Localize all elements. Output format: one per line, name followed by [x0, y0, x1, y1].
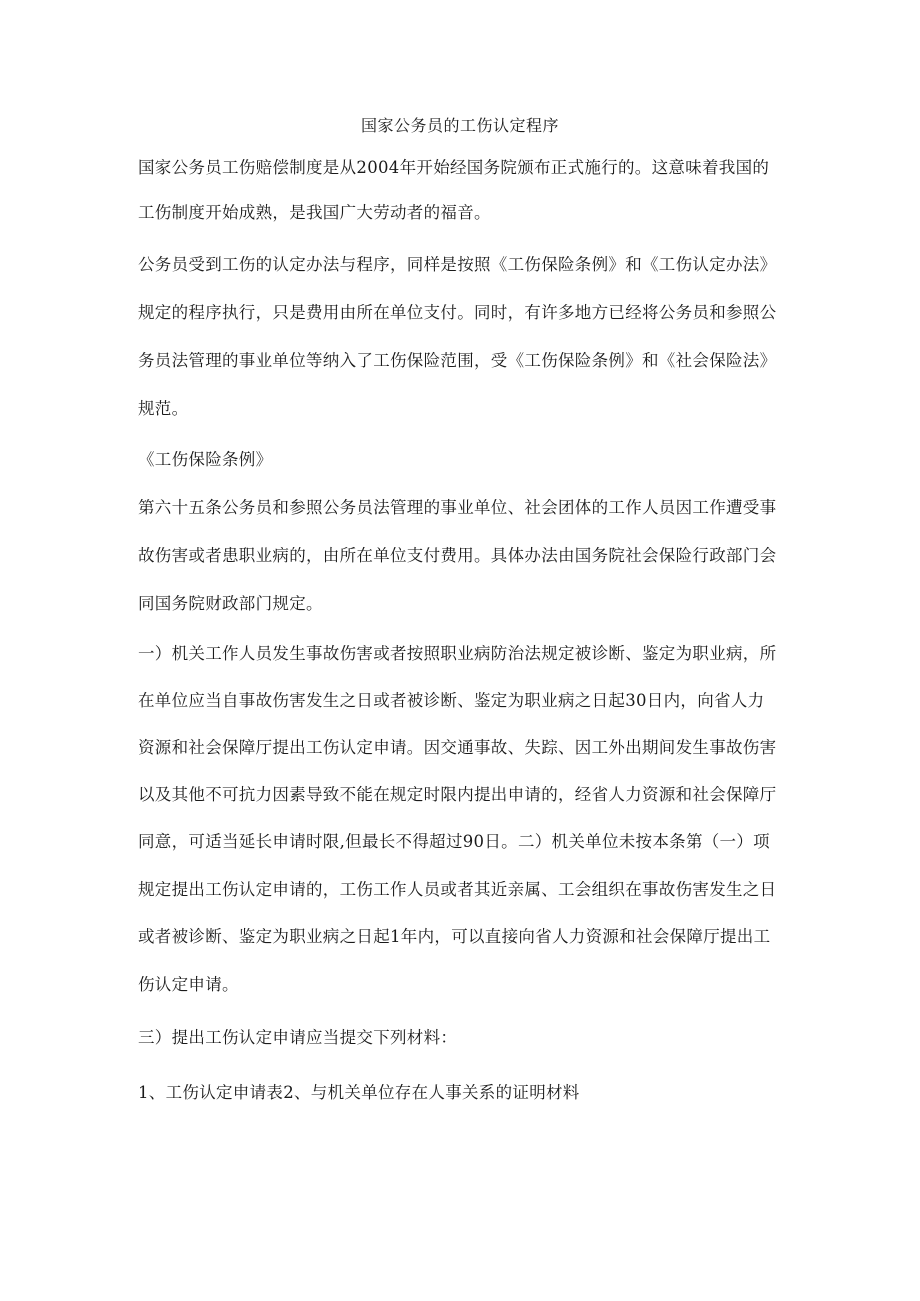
- paragraph-line: 规定的程序执行，只是费用由所在单位支付。同时，有许多地方已经将公务员和参照公: [138, 303, 777, 322]
- paragraph-line: 三）提出工伤认定申请应当提交下列材料：: [138, 1028, 458, 1047]
- paragraph-line: 务员法管理的事业单位等纳入了工伤保险范围，受《工伤保险条例》和《社会保险法》: [138, 351, 777, 370]
- paragraph-line: 故伤害或者患职业病的，由所在单位支付费用。具体办法由国务院社会保险行政部门会: [138, 546, 777, 565]
- paragraph-line: 规范。: [138, 399, 189, 418]
- paragraph-line: 以及其他不可抗力因素导致不能在规定时限内提出申请的，经省人力资源和社会保障厅: [138, 785, 777, 804]
- document-title: 国家公务员的工伤认定程序: [360, 116, 559, 135]
- paragraph-line: 同国务院财政部门规定。: [138, 594, 323, 613]
- paragraph-line: 同意，可适当延长申请时限,但最长不得超过90日。二）机关单位未按本条第（一）项: [138, 832, 770, 851]
- paragraph-line: 工伤制度开始成熟，是我国广大劳动者的福音。: [138, 203, 491, 222]
- paragraph-line: 或者被诊断、鉴定为职业病之日起1年内，可以直接向省人力资源和社会保障厅提出工: [138, 927, 771, 946]
- paragraph-line: 国家公务员工伤赔偿制度是从2004年开始经国务院颁布正式施行的。这意味着我国的: [138, 158, 770, 177]
- paragraph-line: 规定提出工伤认定申请的，工伤工作人员或者其近亲属、工会组织在事故伤害发生之日: [138, 880, 777, 899]
- paragraph-line: 公务员受到工伤的认定办法与程序，同样是按照《工伤保险条例》和《工伤认定办法》: [138, 255, 777, 274]
- paragraph-line: 1、工伤认定申请表2、与机关单位存在人事关系的证明材料: [138, 1083, 580, 1102]
- paragraph-line: 《工伤保险条例》: [138, 450, 273, 469]
- paragraph-line: 伤认定申请。: [138, 975, 239, 994]
- paragraph-line: 在单位应当自事故伤害发生之日或者被诊断、鉴定为职业病之日起30日内，向省人力: [138, 691, 765, 710]
- paragraph-line: 资源和社会保障厅提出工伤认定申请。因交通事故、失踪、因工外出期间发生事故伤害: [138, 738, 777, 757]
- paragraph-line: 一）机关工作人员发生事故伤害或者按照职业病防治法规定被诊断、鉴定为职业病，所: [138, 644, 777, 663]
- paragraph-line: 第六十五条公务员和参照公务员法管理的事业单位、社会团体的工作人员因工作遭受事: [138, 498, 777, 517]
